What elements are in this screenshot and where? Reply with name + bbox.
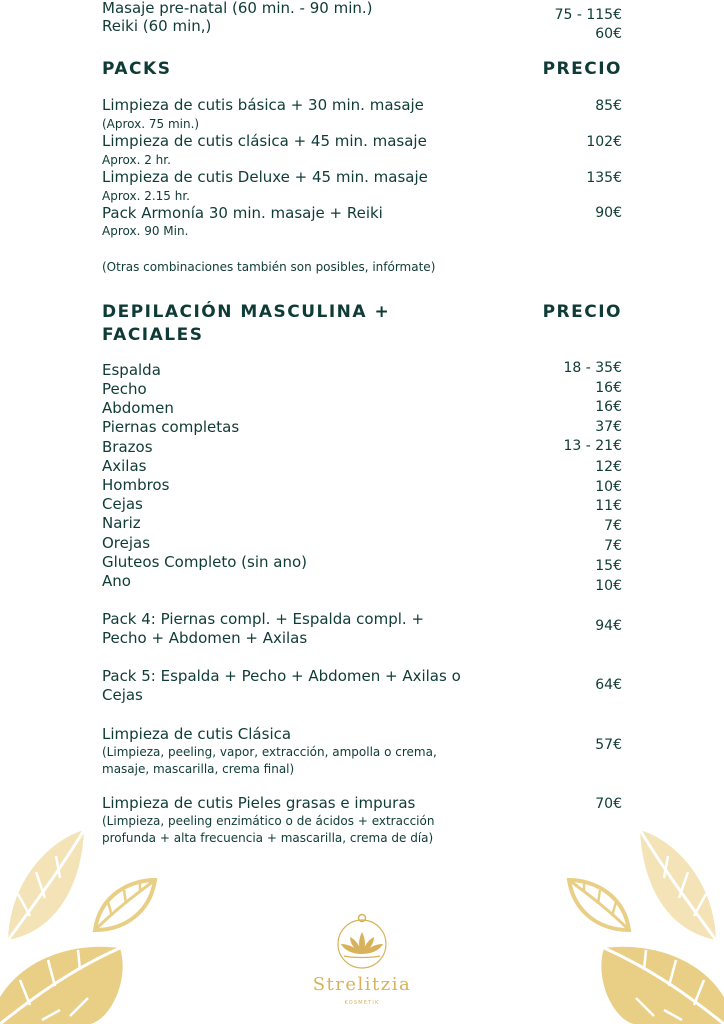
- price-reiki: 60€: [595, 26, 622, 42]
- pack5-line2: Cejas: [102, 686, 143, 704]
- leaf-decoration-left: [0, 820, 170, 1024]
- pack-clasica-note: Aprox. 2 hr.: [102, 153, 171, 167]
- price-masaje-prenatal: 75 - 115€: [554, 7, 622, 23]
- limpieza-clasica: Limpieza de cutis Clásica: [102, 725, 292, 743]
- packs-price-heading: PRECIO: [542, 59, 622, 79]
- depil-brazos: Brazos: [102, 438, 153, 456]
- pack-deluxe: Limpieza de cutis Deluxe + 45 min. masaje: [102, 168, 428, 186]
- depil-orejas-price: 7€: [604, 538, 622, 554]
- depil-nariz-price: 7€: [604, 518, 622, 534]
- depil-abdomen-price: 16€: [595, 399, 622, 415]
- limpieza-clasica-price: 57€: [595, 737, 622, 753]
- depilacion-price-heading: PRECIO: [542, 302, 622, 322]
- pack4-price: 94€: [595, 618, 622, 634]
- pack4-line2: Pecho + Abdomen + Axilas: [102, 629, 308, 647]
- brand-subtitle: KOSMETIK: [344, 1000, 380, 1006]
- depil-abdomen: Abdomen: [102, 399, 174, 417]
- depil-piernas-price: 37€: [595, 419, 622, 435]
- depil-hombros-price: 10€: [595, 479, 622, 495]
- pack-clasica-price: 102€: [586, 134, 622, 150]
- service-masaje-prenatal: Masaje pre-natal (60 min. - 90 min.): [102, 0, 373, 17]
- packs-heading: PACKS: [102, 59, 172, 79]
- pack-armonia-note: Aprox. 90 Min.: [102, 224, 189, 238]
- limpieza-grasas-price: 70€: [595, 796, 622, 812]
- service-reiki: Reiki (60 min,): [102, 17, 212, 35]
- depil-brazos-price: 13 - 21€: [563, 438, 622, 454]
- lotus-logo-icon: [332, 910, 392, 970]
- pack4-line1: Pack 4: Piernas compl. + Espalda compl. +: [102, 610, 425, 628]
- depil-cejas: Cejas: [102, 495, 143, 513]
- pack-basica-price: 85€: [595, 98, 622, 114]
- pack5-price: 64€: [595, 677, 622, 693]
- limpieza-grasas: Limpieza de cutis Pieles grasas e impuras: [102, 794, 416, 812]
- packs-footnote: (Otras combinaciones también son posibles, infórmate): [102, 260, 436, 274]
- depil-pecho: Pecho: [102, 380, 147, 398]
- limpieza-clasica-note2: masaje, mascarilla, crema final): [102, 762, 295, 776]
- depil-espalda-price: 18 - 35€: [563, 360, 622, 376]
- pack-basica-note: (Aprox. 75 min.): [102, 117, 200, 131]
- brand-name: Strelitzia: [312, 974, 412, 995]
- limpieza-clasica-note1: (Limpieza, peeling, vapor, extracción, ampolla o crema,: [102, 745, 437, 759]
- depil-hombros: Hombros: [102, 476, 170, 494]
- depil-ano: Ano: [102, 572, 131, 590]
- pack5-line1: Pack 5: Espalda + Pecho + Abdomen + Axilas o: [102, 667, 461, 685]
- depil-pecho-price: 16€: [595, 380, 622, 396]
- depil-gluteos-price: 15€: [595, 558, 622, 574]
- depil-gluteos: Gluteos Completo (sin ano): [102, 553, 308, 571]
- depil-espalda: Espalda: [102, 361, 161, 379]
- limpieza-grasas-note1: (Limpieza, peeling enzimático o de ácidos + extracción: [102, 814, 435, 828]
- depil-orejas: Orejas: [102, 534, 151, 552]
- depil-nariz: Nariz: [102, 514, 141, 532]
- depilacion-heading-line2: FACIALES: [102, 325, 204, 345]
- pack-deluxe-note: Aprox. 2.15 hr.: [102, 189, 190, 203]
- depil-piernas: Piernas completas: [102, 418, 240, 436]
- pack-armonia-price: 90€: [595, 205, 622, 221]
- depil-cejas-price: 11€: [595, 498, 622, 514]
- pack-deluxe-price: 135€: [586, 170, 622, 186]
- depil-axilas: Axilas: [102, 457, 147, 475]
- limpieza-grasas-note2: profunda + alta frecuencia + mascarilla, crema de día): [102, 831, 434, 845]
- pack-armonia: Pack Armonía 30 min. masaje + Reiki: [102, 204, 383, 222]
- pack-clasica: Limpieza de cutis clásica + 45 min. masaje: [102, 132, 427, 150]
- leaf-decoration-right: [554, 820, 724, 1024]
- pack-basica: Limpieza de cutis básica + 30 min. masaje: [102, 96, 424, 114]
- depil-ano-price: 10€: [595, 578, 622, 594]
- depil-axilas-price: 12€: [595, 459, 622, 475]
- depilacion-heading-line1: DEPILACIÓN MASCULINA +: [102, 302, 391, 322]
